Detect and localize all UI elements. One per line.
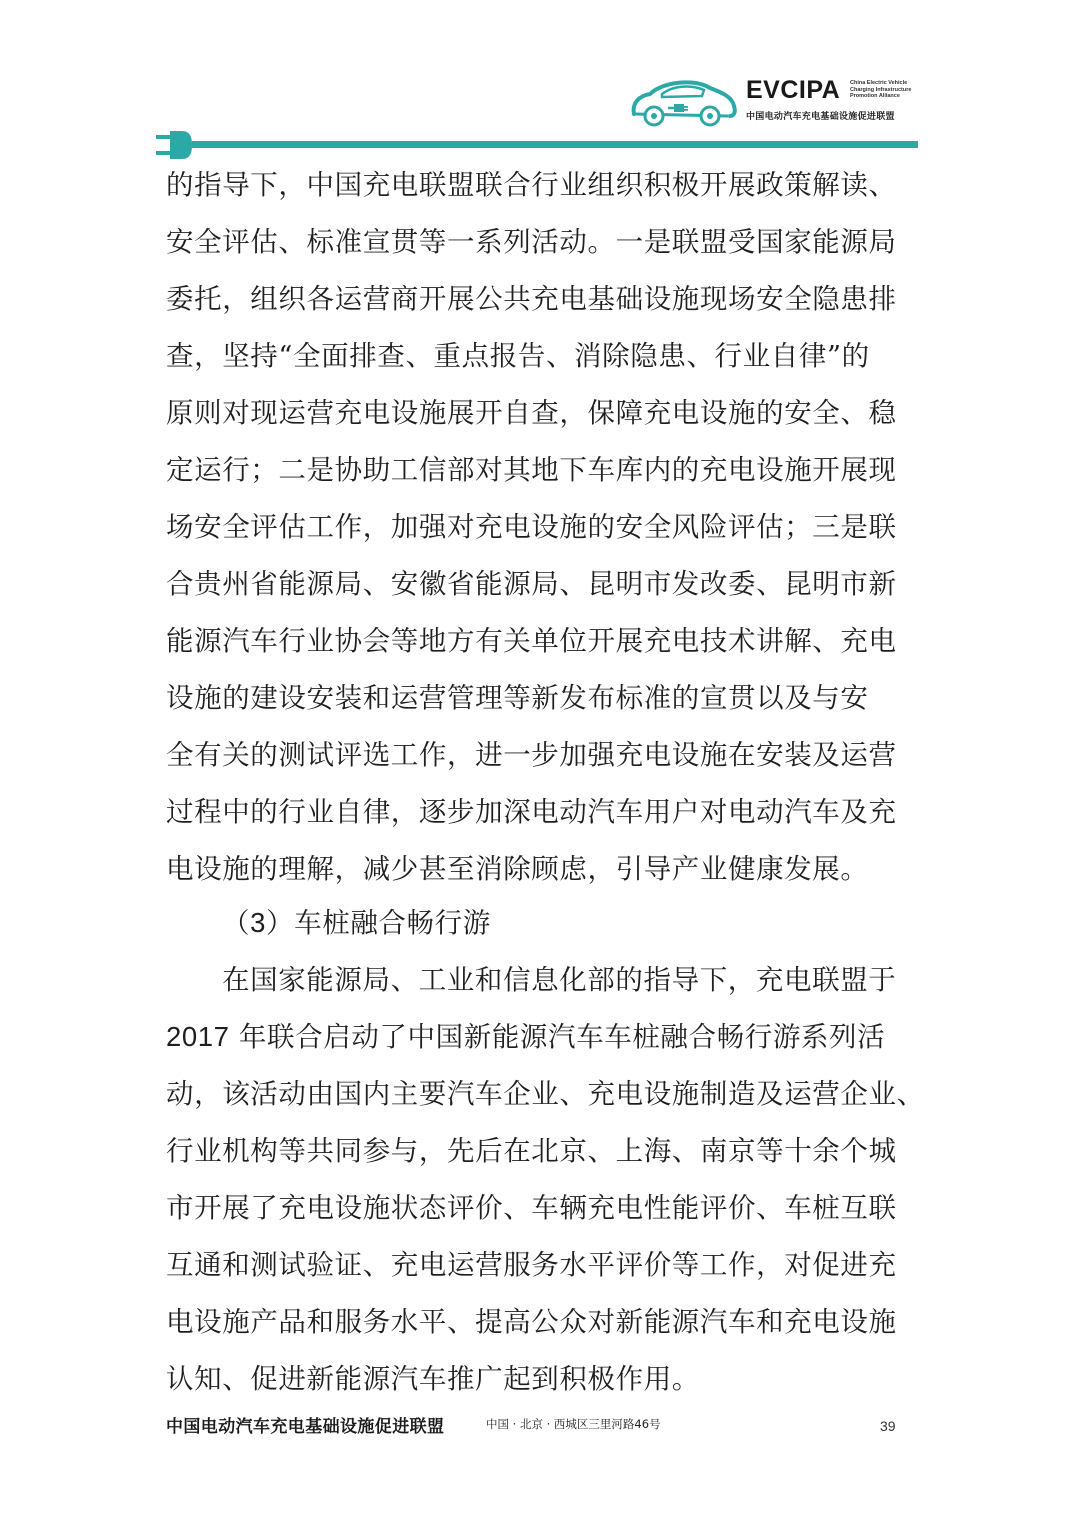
brand-english-name: China Electric Vehicle Charging Infrastructure Promotion Alliance (850, 80, 912, 100)
paragraph-line: 设施的建设安装和运营管理等新发布标准的宣贯以及与安 (166, 682, 869, 714)
brand-name: EVCIPA (746, 76, 841, 104)
paragraph-line: 能源汽车行业协会等地方有关单位开展充电技术讲解、充电 (166, 625, 897, 657)
paragraph-line: 在国家能源局、工业和信息化部的指导下，充电联盟于 (222, 964, 897, 996)
paragraph-line: 委托，组织各运营商开展公共充电基础设施现场安全隐患排 (166, 283, 897, 315)
paragraph-line: 电设施产品和服务水平、提高公众对新能源汽车和充电设施 (166, 1306, 897, 1338)
footer-address: 中国 · 北京 · 西城区三里河路46号 (486, 1417, 661, 1431)
paragraph-line: 过程中的行业自律，逐步加深电动汽车用户对电动汽车及充 (166, 796, 897, 828)
paragraph-line: 2017 年联合启动了中国新能源汽车车桩融合畅行游系列活 (166, 1021, 886, 1053)
plug-divider-icon (156, 131, 918, 159)
paragraph-line: 查，坚持“全面排查、重点报告、消除隐患、行业自律”的 (166, 340, 870, 372)
paragraph-line: 市开展了充电设施状态评价、车辆充电性能评价、车桩互联 (166, 1192, 897, 1224)
paragraph-line: 定运行；二是协助工信部对其地下车库内的充电设施开展现 (166, 454, 897, 486)
paragraph-line: 原则对现运营充电设施展开自查，保障充电设施的安全、稳 (166, 397, 897, 429)
page-number: 39 (880, 1418, 896, 1434)
paragraph-line: 合贵州省能源局、安徽省能源局、昆明市发改委、昆明市新 (166, 568, 897, 600)
electric-car-logo-icon (628, 74, 740, 128)
paragraph-line: 场安全评估工作，加强对充电设施的安全风险评估；三是联 (166, 511, 897, 543)
paragraph-line: 安全评估、标准宣贯等一系列活动。一是联盟受国家能源局 (166, 226, 897, 258)
footer-organization: 中国电动汽车充电基础设施促进联盟 (166, 1417, 445, 1437)
paragraph-line: 动，该活动由国内主要汽车企业、充电设施制造及运营企业、 (166, 1078, 925, 1110)
paragraph-line: 互通和测试验证、充电运营服务水平评价等工作，对促进充 (166, 1249, 897, 1281)
brand-block (746, 76, 926, 126)
page-header (0, 0, 1080, 160)
section-heading: （3）车桩融合畅行游 (222, 907, 491, 939)
brand-chinese-name: 中国电动汽车充电基础设施促进联盟 (746, 112, 895, 122)
paragraph-line: 的指导下，中国充电联盟联合行业组织积极开展政策解读、 (166, 169, 897, 201)
paragraph-line: 电设施的理解，减少甚至消除顾虑，引导产业健康发展。 (166, 853, 869, 885)
paragraph-line: 全有关的测试评选工作，进一步加强充电设施在安装及运营 (166, 739, 897, 771)
paragraph-line: 行业机构等共同参与，先后在北京、上海、南京等十余个城 (166, 1135, 897, 1167)
paragraph-line: 认知、促进新能源汽车推广起到积极作用。 (166, 1363, 700, 1395)
